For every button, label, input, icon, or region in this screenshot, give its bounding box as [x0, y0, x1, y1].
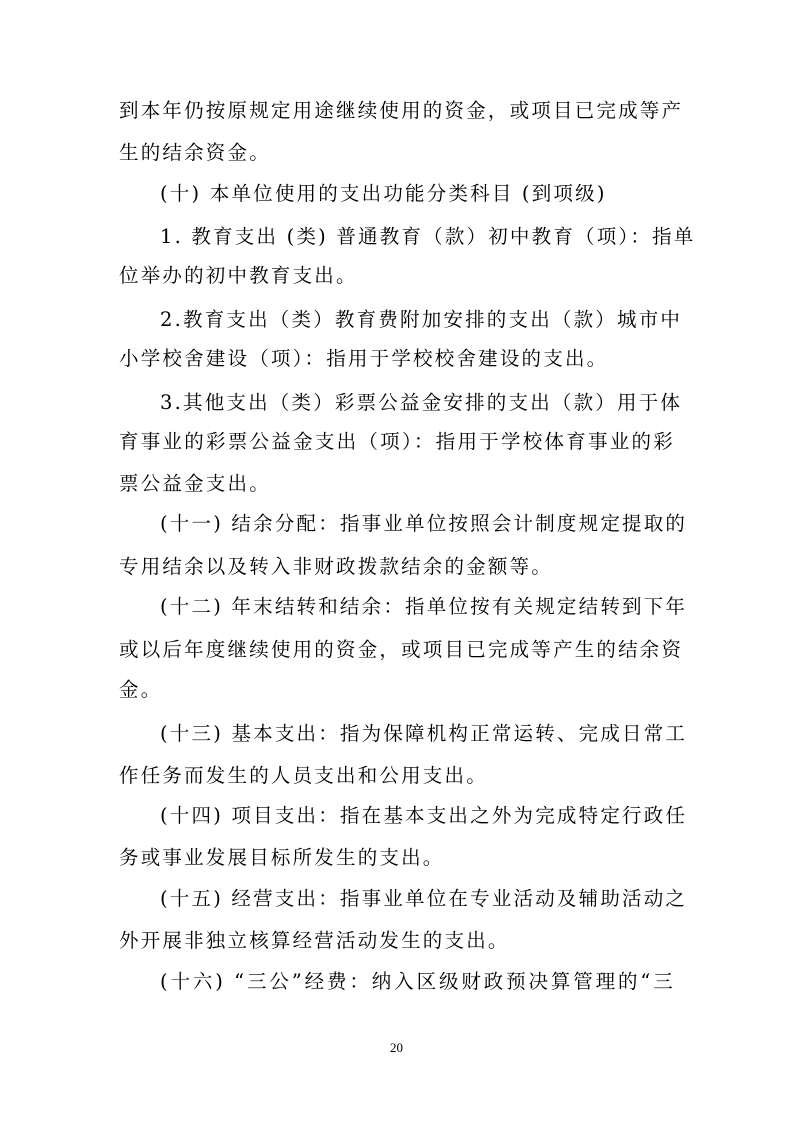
- text-line-8: 3.其他支出（类）彩票公益金安排的支出（款）用于体: [160, 391, 683, 414]
- text-line-7: 小学校舍建设（项）：指用于学校校舍建设的支出。: [119, 347, 609, 370]
- page-number: 20: [390, 1040, 403, 1055]
- text-line-20: (十五) 经营支出：指事业单位在专业活动及辅助活动之: [160, 887, 688, 910]
- text-line-18: (十四) 项目支出：指在基本支出之外为完成特定行政任: [160, 804, 688, 827]
- section-heading-10: (十) 本单位使用的支出功能分类科目 (到项级): [160, 182, 607, 205]
- text-line-12: 专用结余以及转入非财政拨款结余的金额等。: [119, 555, 554, 578]
- text-line-22: (十六) “三公”经费：纳入区级财政预决算管理的“三: [160, 970, 675, 993]
- text-line-13: (十二) 年末结转和结余：指单位按有关规定结转到下年: [160, 595, 688, 618]
- text-line-16: (十三) 基本支出：指为保障机构正常运转、完成日常工: [160, 722, 688, 745]
- text-line-19: 务或事业发展目标所发生的支出。: [119, 846, 445, 869]
- text-line-15: 金。: [119, 678, 163, 701]
- text-line-21: 外开展非独立核算经营活动发生的支出。: [119, 929, 510, 952]
- text-line-9: 育事业的彩票公益金支出（项）：指用于学校体育事业的彩: [119, 430, 675, 453]
- text-line-4: 1. 教育支出 (类) 普通教育（款）初中教育（项）：指单: [160, 225, 696, 248]
- text-line-14: 或以后年度继续使用的资金，或项目已完成等产生的结余资: [119, 638, 684, 661]
- text-line-11: (十一) 结余分配：指事业单位按照会计制度规定提取的: [160, 512, 688, 535]
- text-line-6: 2.教育支出（类）教育费附加安排的支出（款）城市中: [160, 308, 683, 331]
- text-line-5: 位举办的初中教育支出。: [119, 264, 358, 287]
- text-line-10: 票公益金支出。: [119, 472, 271, 495]
- text-line-1: 到本年仍按原规定用途继续使用的资金，或项目已完成等产: [119, 99, 684, 122]
- text-line-2: 生的结余资金。: [119, 141, 271, 164]
- text-line-17: 作任务而发生的人员支出和公用支出。: [119, 764, 488, 787]
